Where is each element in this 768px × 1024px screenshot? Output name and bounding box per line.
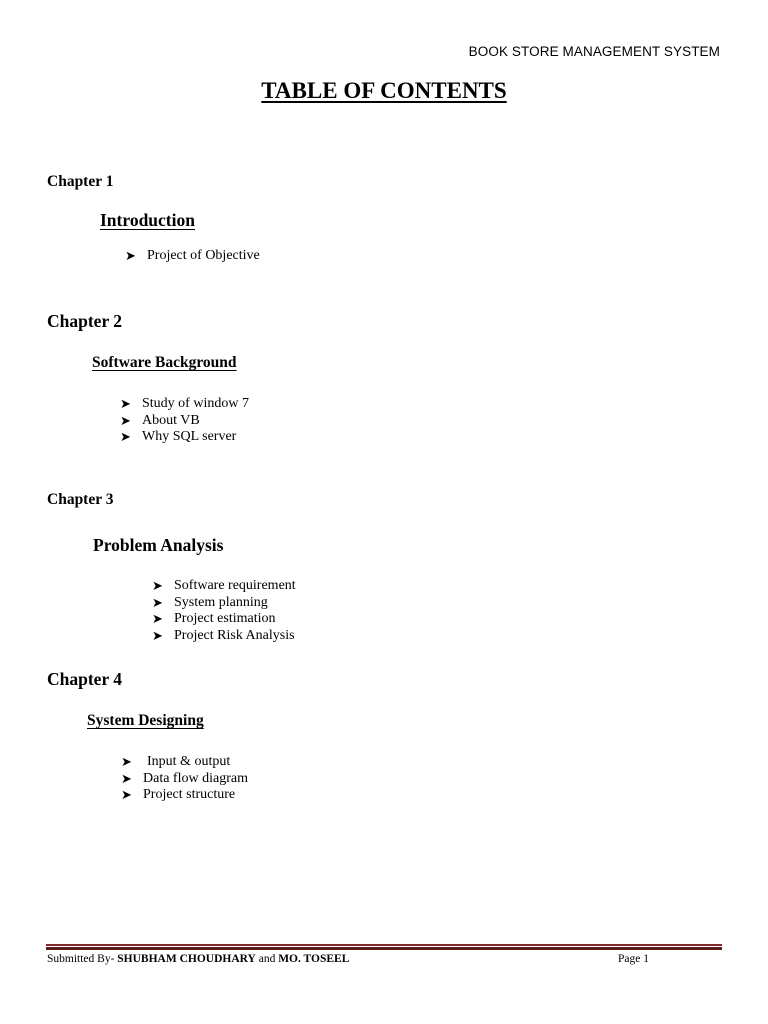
topic-label: Project structure [143,787,236,803]
chapter-4-label: Chapter 4 [47,669,123,689]
author-1: SHUBHAM CHOUDHARY [117,953,256,965]
chapter-4-section-heading: System Designing [87,712,204,729]
topic-label: Data flow diagram [143,770,248,786]
topic-label: Study of window 7 [142,396,249,411]
arrow-bullet-icon: ➤ [120,412,131,428]
list-item [152,611,296,628]
arrow-bullet-icon: ➤ [121,770,132,786]
arrow-bullet-icon: ➤ [120,396,131,411]
list-item [125,248,260,265]
author-2: MO. TOSEEL [278,953,350,965]
chapter-2-section-heading: Software Background [92,354,237,371]
list-item [152,628,296,645]
topic-label: About VB [142,412,200,428]
arrow-bullet-icon: ➤ [125,248,136,263]
chapter-4-topic-list [121,754,248,804]
topic-label: Project of Objective [147,248,260,263]
list-item [120,429,249,446]
chapter-3-topic-list [152,578,296,644]
page-number: Page 1 [618,953,649,965]
footer-divider [46,944,722,951]
page-title-text: TABLE OF CONTENTS [261,78,507,103]
chapter-2-topic-list [120,396,249,446]
list-item [120,413,249,430]
chapter-1-topic-list [125,248,260,265]
arrow-bullet-icon: ➤ [121,754,132,769]
chapter-1-section-heading: Introduction [100,210,195,230]
list-item [120,396,249,413]
arrow-bullet-icon: ➤ [152,594,163,610]
submitted-by-label: Submitted By- [47,953,115,965]
topic-label: Input & output [147,754,231,769]
chapter-2-label: Chapter 2 [47,311,123,331]
list-item [152,595,296,612]
chapter-3-section-heading: Problem Analysis [93,535,224,555]
arrow-bullet-icon: ➤ [152,627,163,643]
topic-label: Software requirement [174,578,296,593]
running-header: BOOK STORE MANAGEMENT SYSTEM [468,44,720,59]
list-item [121,771,248,788]
topic-label: Project estimation [174,611,276,627]
arrow-bullet-icon: ➤ [121,787,132,803]
chapter-3-label: Chapter 3 [47,491,114,508]
footer-credits [47,953,349,965]
arrow-bullet-icon: ➤ [152,578,163,593]
chapter-1-label: Chapter 1 [47,173,114,190]
list-item [121,754,248,771]
page-title [0,78,768,104]
topic-label: Why SQL server [142,429,237,445]
arrow-bullet-icon: ➤ [152,611,163,627]
list-item [121,787,248,804]
arrow-bullet-icon: ➤ [120,429,131,445]
topic-label: Project Risk Analysis [174,627,295,643]
topic-label: System planning [174,594,268,610]
author-conjunction: and [258,953,276,965]
list-item [152,578,296,595]
